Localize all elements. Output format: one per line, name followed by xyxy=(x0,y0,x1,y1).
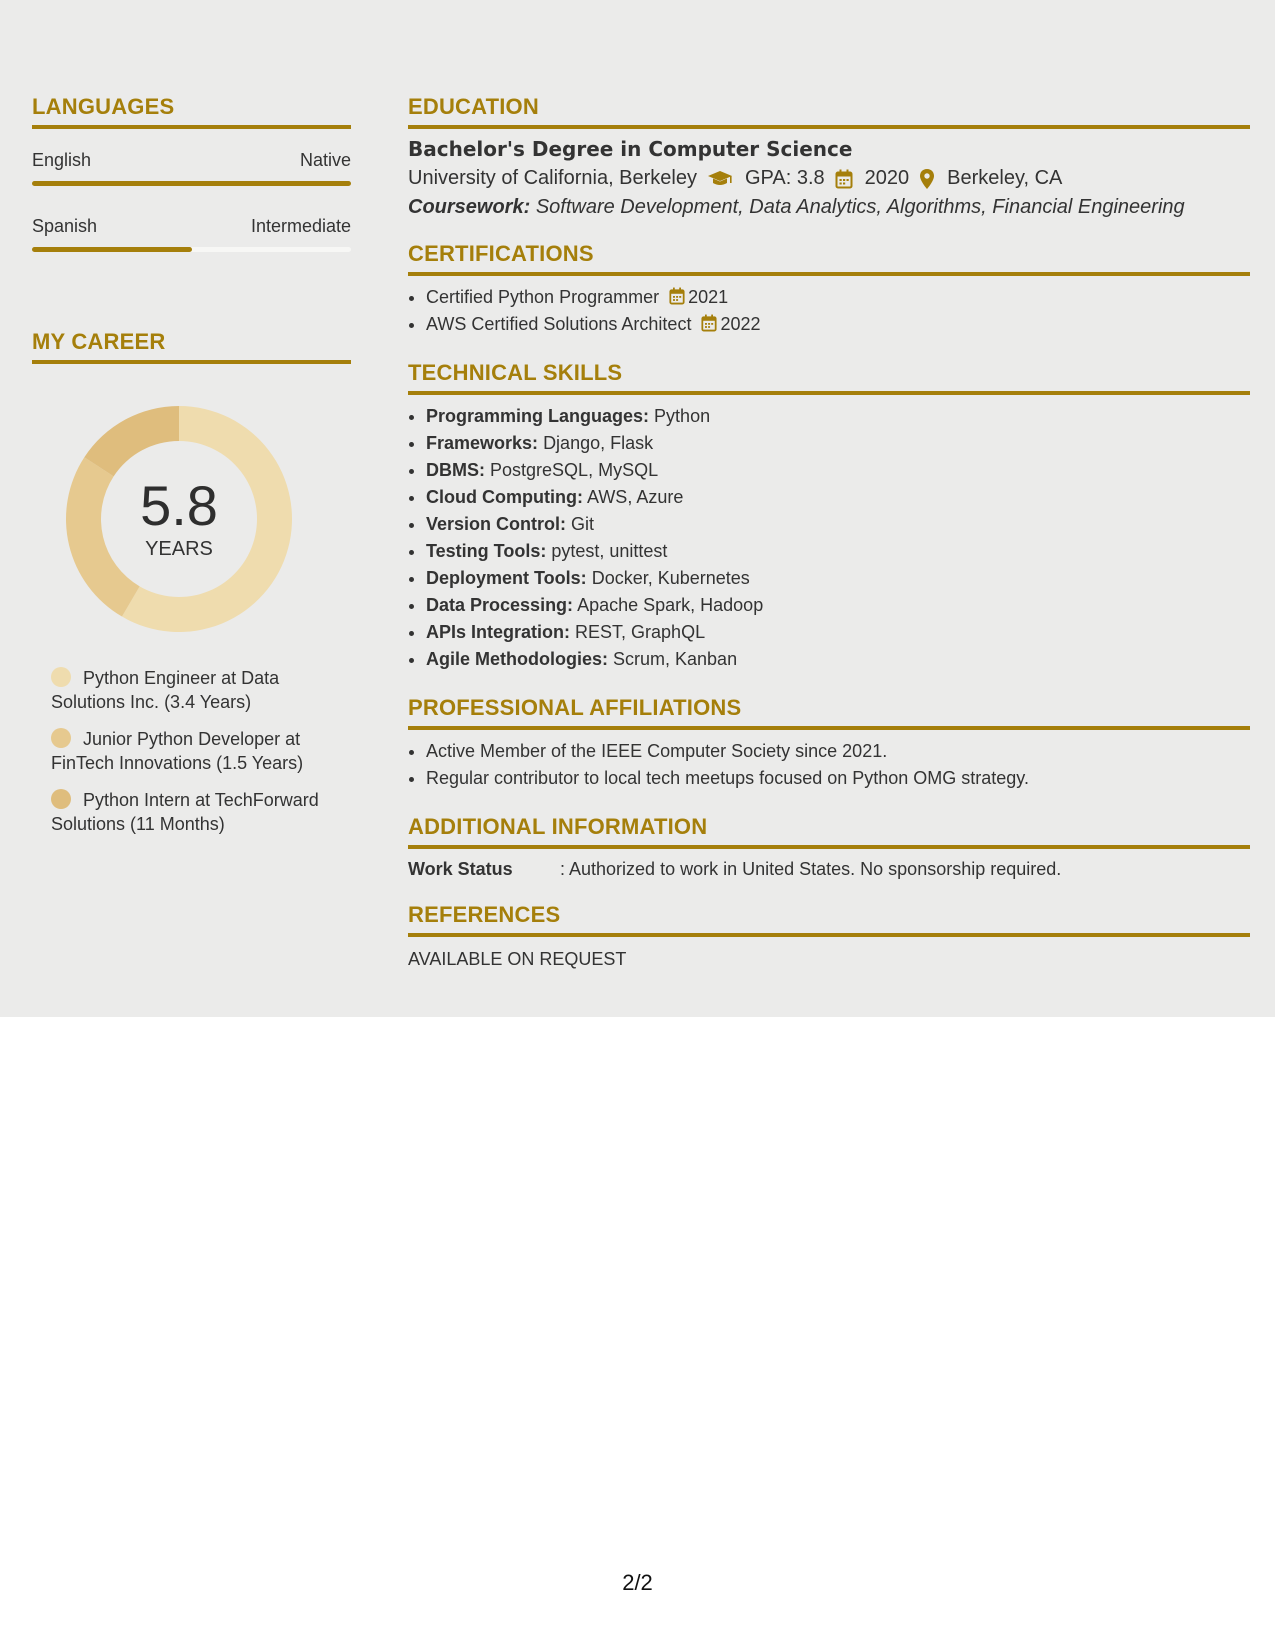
additional-info-title: ADDITIONAL INFORMATION xyxy=(408,814,1250,849)
education-title: EDUCATION xyxy=(408,94,1250,129)
affiliations-section xyxy=(408,695,1250,792)
skills-section xyxy=(408,360,1250,673)
certification-year: 2021 xyxy=(688,287,729,307)
references-section xyxy=(408,902,1250,970)
right-column xyxy=(408,94,1250,970)
skill-label: Testing Tools: xyxy=(426,541,547,561)
career-legend-item xyxy=(51,666,351,714)
coursework-list: Software Development, Data Analytics, Algorithms, Financial Engineering xyxy=(535,196,1185,218)
coursework-label: Coursework: xyxy=(408,196,531,218)
language-item-english xyxy=(32,150,351,186)
certification-name: AWS Certified Solutions Architect xyxy=(426,314,692,334)
legend-dot-icon xyxy=(51,728,71,748)
skills-title: TECHNICAL SKILLS xyxy=(408,360,1250,395)
graduation-year: 2020 xyxy=(864,167,910,189)
skill-label: Agile Methodologies: xyxy=(426,649,608,669)
skill-item xyxy=(426,619,1250,646)
language-level: Native xyxy=(299,150,351,170)
certification-item xyxy=(426,311,1250,338)
skill-value: Scrum, Kanban xyxy=(613,649,738,669)
career-legend-item xyxy=(51,727,351,775)
career-total-value: 5.8 xyxy=(140,473,218,537)
affiliation-item: • Regular contributor to local tech meetups focused on Python OMG strategy. xyxy=(426,765,1250,792)
skill-label: Version Control: xyxy=(426,514,567,534)
calendar-icon xyxy=(835,169,853,189)
language-bar-fill xyxy=(32,247,192,252)
certification-name: Certified Python Programmer xyxy=(426,287,660,307)
skill-item xyxy=(426,511,1250,538)
certification-year: 2022 xyxy=(720,314,761,334)
page-number: 2/2 xyxy=(622,1570,653,1595)
career-total-unit: YEARS xyxy=(145,537,213,560)
skill-label: Programming Languages: xyxy=(426,406,650,426)
language-bar-fill xyxy=(32,181,351,186)
skill-value: Apache Spark, Hadoop xyxy=(577,595,764,615)
additional-info-section xyxy=(408,814,1250,880)
skill-item xyxy=(426,565,1250,592)
skill-value: AWS, Azure xyxy=(586,487,684,507)
language-bar xyxy=(32,247,351,252)
languages-title: LANGUAGES xyxy=(32,94,351,129)
legend-dot-icon xyxy=(51,667,71,687)
skill-value: Python xyxy=(654,406,711,426)
degree-title: Bachelor's Degree in Computer Science xyxy=(408,137,853,161)
skill-label: APIs Integration: xyxy=(426,622,571,642)
career-job-label: Python Engineer at Data Solutions Inc. (3.4 Years) xyxy=(51,668,280,712)
certification-item xyxy=(426,284,1250,311)
left-column xyxy=(32,94,351,849)
language-item-spanish xyxy=(32,216,351,252)
affiliation-item: • Active Member of the IEEE Computer Society since 2021. xyxy=(426,738,1250,765)
legend-dot-icon xyxy=(51,789,71,809)
skill-value: Git xyxy=(571,514,595,534)
graduation-cap-icon xyxy=(707,169,733,189)
skill-item xyxy=(426,484,1250,511)
references-title: REFERENCES xyxy=(408,902,1250,937)
calendar-icon xyxy=(701,314,717,332)
coursework xyxy=(408,196,1250,219)
donut-center xyxy=(66,406,292,632)
skill-value: pytest, unittest xyxy=(551,541,668,561)
skill-label: Data Processing: xyxy=(426,595,574,615)
certifications-section xyxy=(408,241,1250,338)
gpa-value: GPA: 3.8 xyxy=(745,167,825,189)
language-name: Spanish xyxy=(32,216,98,236)
education-section xyxy=(408,94,1250,219)
skill-item xyxy=(426,430,1250,457)
skill-item xyxy=(426,457,1250,484)
career-title: MY CAREER xyxy=(32,329,351,364)
skill-label: Frameworks: xyxy=(426,433,539,453)
calendar-icon xyxy=(669,287,685,305)
certifications-list xyxy=(408,284,1250,338)
work-status-row xyxy=(408,859,1250,880)
skill-value: Django, Flask xyxy=(543,433,654,453)
language-level: Intermediate xyxy=(250,216,351,236)
work-status-label: Work Status xyxy=(408,859,513,879)
skill-label: Cloud Computing: xyxy=(426,487,583,507)
career-job-label: Python Intern at TechForward Solutions (11 Months) xyxy=(51,790,319,834)
career-job-label: Junior Python Developer at FinTech Innovations (1.5 Years) xyxy=(51,729,304,773)
location-pin-icon xyxy=(919,168,935,190)
career-donut-chart xyxy=(66,406,292,632)
references-text: AVAILABLE ON REQUEST xyxy=(408,949,627,969)
certifications-title: CERTIFICATIONS xyxy=(408,241,1250,276)
skill-value: PostgreSQL, MySQL xyxy=(490,460,659,480)
skill-label: Deployment Tools: xyxy=(426,568,587,588)
skill-value: REST, GraphQL xyxy=(575,622,706,642)
work-status-value: : Authorized to work in United States. No sponsorship required. xyxy=(560,859,1062,879)
affiliations-list xyxy=(408,738,1250,792)
language-name: English xyxy=(32,150,92,170)
career-legend xyxy=(51,666,351,836)
career-legend-item xyxy=(51,788,351,836)
skill-value: Docker, Kubernetes xyxy=(591,568,750,588)
affiliations-title: PROFESSIONAL AFFILIATIONS xyxy=(408,695,1250,730)
education-meta xyxy=(408,167,1250,190)
language-bar xyxy=(32,181,351,186)
skills-list xyxy=(408,403,1250,673)
skill-label: DBMS: xyxy=(426,460,485,480)
school-name: University of California, Berkeley xyxy=(408,167,697,189)
skill-item xyxy=(426,403,1250,430)
skill-item xyxy=(426,592,1250,619)
skill-item xyxy=(426,646,1250,673)
skill-item xyxy=(426,538,1250,565)
school-location: Berkeley, CA xyxy=(947,167,1063,189)
